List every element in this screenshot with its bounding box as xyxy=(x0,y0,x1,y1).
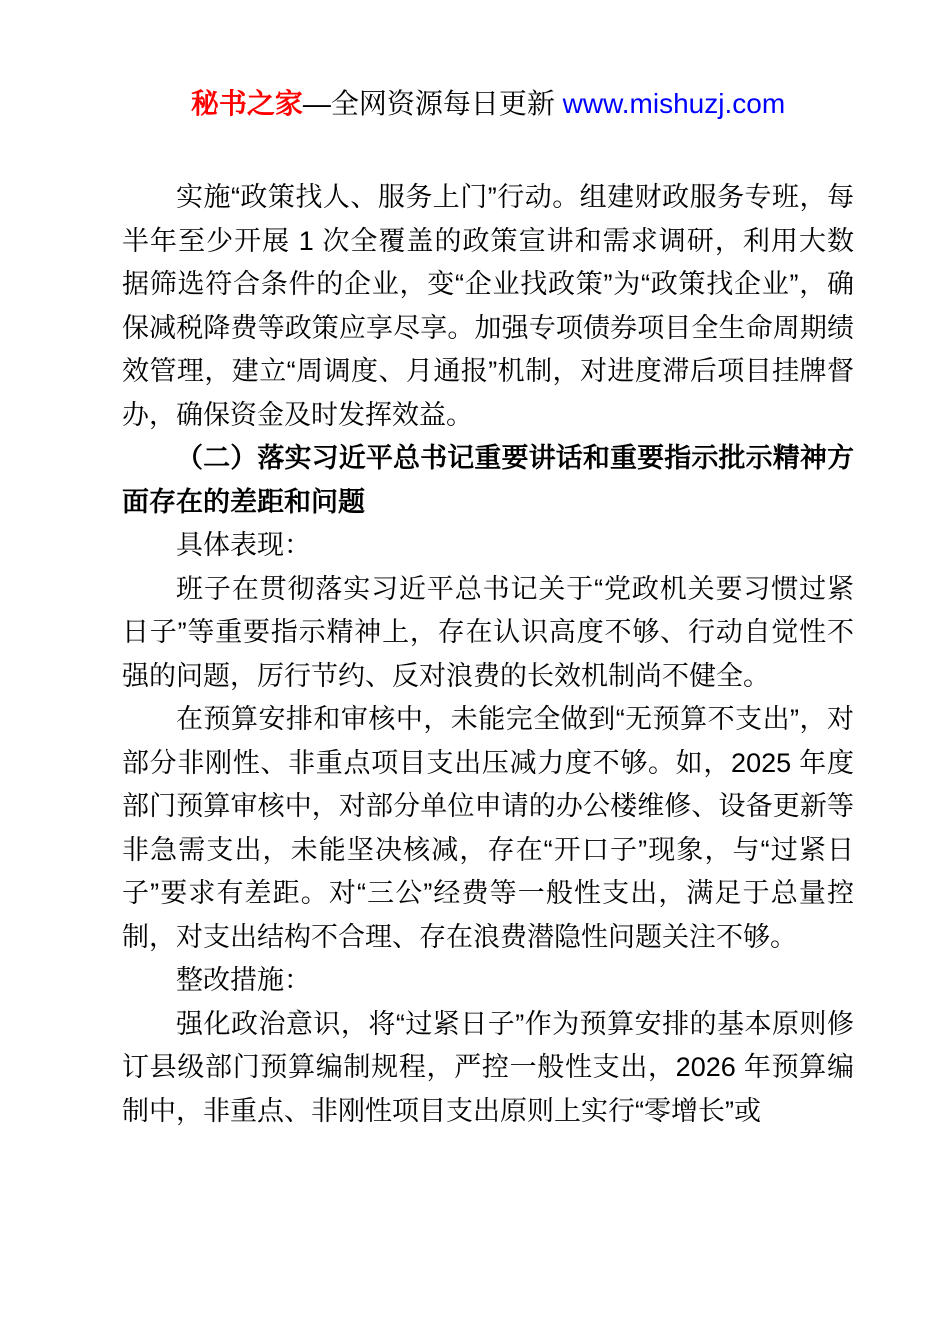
paragraph-rectification-1: 强化政治意识，将“过紧日子”作为预算安排的基本原则修订县级部门预算编制规程，严控一般性支出，2026 年预算编制中，非重点、非刚性项目支出原则上实行“零增长”或 xyxy=(122,1008,854,1126)
paragraph-problem-1: 班子在贯彻落实习近平总书记关于“党政机关要习惯过紧日子”等重要指示精神上，存在认识高度不够、行动自觉性不强的问题，厉行节约、反对浪费的长效机制尚不健全。 xyxy=(122,573,854,691)
paragraph-problem-2: 在预算安排和审核中，未能完全做到“无预算不支出”，对部分非刚性、非重点项目支出压减力度不够。如，2025 年度部门预算审核中，对部分单位申请的办公楼维修、设备更新等非急需支出，未能坚决核减，存在“开口子”现象，与“过紧日子”要求有差距。对“三公”经费等一般性支出，满足于总量控制，对支出结构不合理、存在浪费潜隐性问题关注不够。 xyxy=(122,704,854,952)
site-name: 秘书之家 xyxy=(190,88,303,119)
paragraph-rectification-label: 整改措施： xyxy=(176,965,311,995)
site-url-link[interactable]: www.mishuzj.com xyxy=(562,88,786,119)
document-body xyxy=(122,176,854,1133)
section-heading-2: （二）落实习近平总书记重要讲话和重要指示批示精神方面存在的差距和问题 xyxy=(122,443,854,517)
paragraph-specific-label: 具体表现： xyxy=(176,530,311,560)
paragraph-policy-action: 实施“政策找人、服务上门”行动。组建财政服务专班，每半年至少开展 1 次全覆盖的政策宣讲和需求调研，利用大数据筛选符合条件的企业，变“企业找政策”为“政策找企业”，确保减税降费等政策应享尽享。加强专项债券项目全生命周期绩效管理，建立“周调度、月通报”机制，对进度滞后项目挂牌督办，确保资金及时发挥效益。 xyxy=(122,182,854,430)
site-header xyxy=(122,84,854,124)
site-tagline: —全网资源每日更新 xyxy=(302,88,555,119)
